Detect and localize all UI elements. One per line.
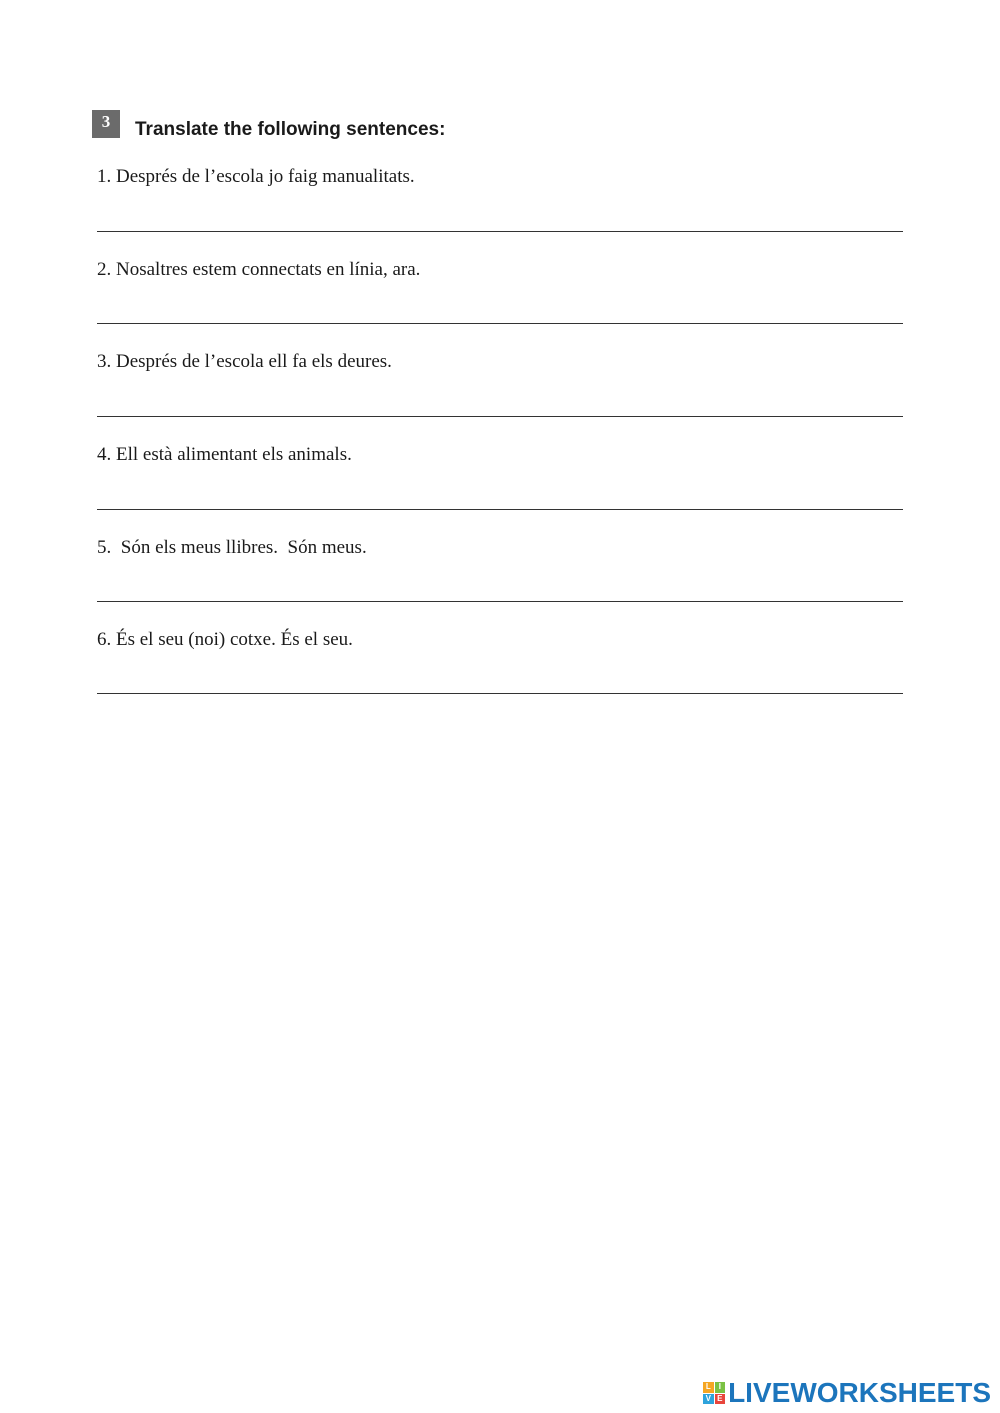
exercise-header [92,110,445,138]
answer-line-5[interactable] [97,601,903,602]
answer-line-3[interactable] [97,416,903,417]
answer-line-4[interactable] [97,509,903,510]
answer-line-1[interactable] [97,231,903,232]
liveworksheets-logo-text: LIVEWORKSHEETS [728,1377,991,1408]
sentence-4: 4. Ell està alimentant els animals. [97,444,352,465]
sentence-2: 2. Nosaltres estem connectats en línia, ara. [97,259,421,280]
sentence-3: 3. Després de l’escola ell fa els deures. [97,351,392,372]
exercise-number-badge: 3 [92,110,120,138]
liveworksheets-logo-icon: L I V E [703,1382,725,1404]
sentence-1: 1. Després de l’escola jo faig manualitats. [97,166,415,187]
liveworksheets-logo [703,1379,991,1407]
exercise-title: Translate the following sentences: [135,119,446,140]
sentence-5: 5. Són els meus llibres. Són meus. [97,537,367,558]
answer-line-2[interactable] [97,323,903,324]
answer-line-6[interactable] [97,693,903,694]
sentence-6: 6. És el seu (noi) cotxe. És el seu. [97,629,353,650]
